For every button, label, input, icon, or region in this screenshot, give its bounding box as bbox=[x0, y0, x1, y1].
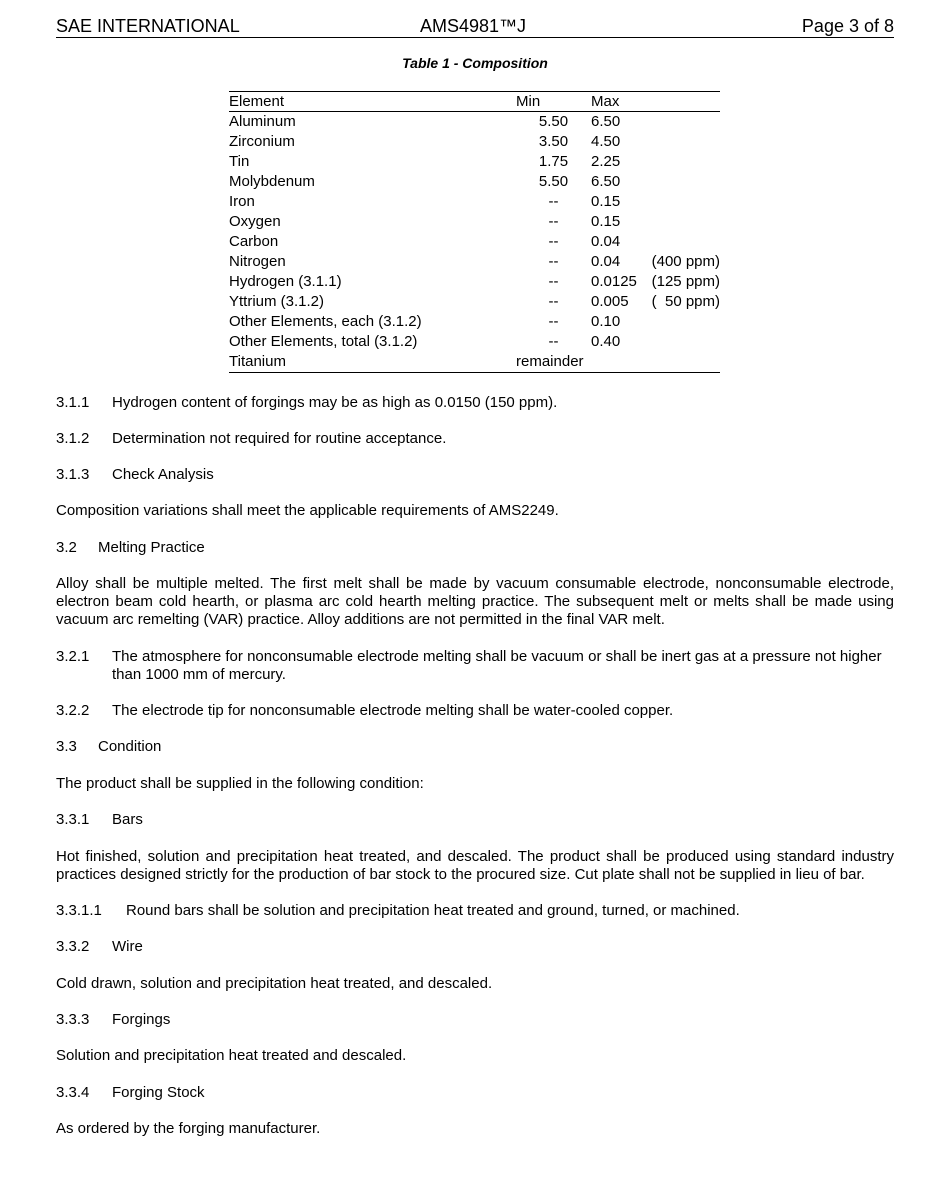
cell-ppm bbox=[647, 352, 720, 373]
cell-max: 0.15 bbox=[591, 193, 621, 210]
cell-element: Yttrium (3.1.2) bbox=[229, 293, 325, 310]
section-3-3-3-heading bbox=[56, 1011, 170, 1029]
cell-max: 0.10 bbox=[591, 313, 621, 330]
cell-element: Oxygen bbox=[229, 213, 281, 230]
section-title: Condition bbox=[98, 738, 162, 755]
paragraph-forgings: Solution and precipitation heat treated and descaled. bbox=[56, 1047, 407, 1064]
cell-min: -- bbox=[548, 273, 559, 290]
section-3-2-2 bbox=[56, 702, 673, 720]
cell-min: -- bbox=[548, 213, 559, 230]
cell-min: -- bbox=[548, 293, 559, 310]
cell-ppm bbox=[647, 112, 720, 133]
section-number: 3.3.1.1 bbox=[56, 902, 102, 919]
cell-max: 4.50 bbox=[591, 133, 621, 150]
cell-max: 0.04 bbox=[591, 253, 621, 270]
cell-max: 6.50 bbox=[591, 113, 621, 130]
cell-max: 0.0125 bbox=[591, 273, 637, 290]
cell-max: 0.04 bbox=[591, 233, 621, 250]
section-3-1-3-heading bbox=[56, 466, 214, 484]
cell-min: 5.50 bbox=[538, 113, 569, 130]
section-title: Forging Stock bbox=[112, 1084, 205, 1101]
table-row bbox=[229, 252, 720, 272]
table-row bbox=[229, 272, 720, 292]
section-number: 3.1.2 bbox=[56, 430, 90, 447]
cell-max: 6.50 bbox=[591, 173, 621, 190]
cell-max: 0.005 bbox=[591, 293, 629, 310]
section-3-3-4-heading bbox=[56, 1084, 205, 1102]
page-header bbox=[56, 15, 894, 38]
table-title: Table 1 - Composition bbox=[402, 55, 548, 71]
cell-element: Hydrogen (3.1.1) bbox=[229, 273, 342, 290]
section-number: 3.3.1 bbox=[56, 811, 90, 828]
cell-max: 2.25 bbox=[591, 153, 621, 170]
cell-element: Carbon bbox=[229, 233, 279, 250]
cell-ppm bbox=[647, 172, 720, 192]
section-text: The atmosphere for nonconsumable electrode melting shall be vacuum or shall be inert gas at a pressure not higher than 1000 mm of mercury. bbox=[112, 648, 882, 683]
cell-min: -- bbox=[548, 333, 559, 350]
section-title: Forgings bbox=[112, 1011, 171, 1028]
section-title: Wire bbox=[112, 938, 143, 955]
cell-ppm: (400 ppm) bbox=[651, 253, 720, 270]
section-3-2-1 bbox=[56, 648, 894, 684]
table-row bbox=[229, 132, 720, 152]
cell-max: 0.15 bbox=[591, 213, 621, 230]
cell-element: Iron bbox=[229, 193, 255, 210]
cell-min: 5.50 bbox=[538, 173, 569, 190]
section-3-3-heading bbox=[56, 738, 161, 756]
cell-element: Titanium bbox=[229, 352, 516, 373]
section-3-3-2-heading bbox=[56, 938, 143, 956]
paragraph-condition: The product shall be supplied in the following condition: bbox=[56, 775, 424, 792]
column-header-min: Min bbox=[516, 92, 591, 112]
cell-min: -- bbox=[548, 253, 559, 270]
column-header-ppm bbox=[647, 92, 720, 112]
table-row bbox=[229, 212, 720, 232]
section-text: Determination not required for routine acceptance. bbox=[112, 430, 447, 447]
table-header-row bbox=[229, 92, 720, 112]
section-title: Check Analysis bbox=[112, 466, 214, 483]
cell-ppm: ( 50 ppm) bbox=[651, 293, 720, 310]
cell-ppm: (125 ppm) bbox=[651, 273, 720, 290]
header-page-number: Page 3 of 8 bbox=[801, 16, 894, 36]
cell-ppm bbox=[647, 192, 720, 212]
section-text: Hydrogen content of forgings may be as high as 0.0150 (150 ppm). bbox=[112, 394, 558, 411]
composition-table-body bbox=[229, 112, 720, 373]
composition-table bbox=[229, 91, 720, 373]
column-header-element: Element bbox=[229, 92, 516, 112]
cell-max bbox=[591, 352, 647, 373]
table-row bbox=[229, 152, 720, 172]
header-organization: SAE INTERNATIONAL bbox=[56, 16, 240, 36]
cell-element: Aluminum bbox=[229, 113, 296, 130]
section-3-3-1-heading bbox=[56, 811, 143, 829]
section-number: 3.3 bbox=[56, 738, 77, 755]
cell-min: -- bbox=[548, 193, 559, 210]
cell-min: -- bbox=[548, 313, 559, 330]
cell-element: Other Elements, each (3.1.2) bbox=[229, 313, 422, 330]
cell-min: 1.75 bbox=[538, 153, 569, 170]
cell-ppm bbox=[647, 152, 720, 172]
section-text: Round bars shall be solution and precipitation heat treated and ground, turned, or machined. bbox=[126, 902, 740, 919]
cell-min: -- bbox=[548, 233, 559, 250]
table-row bbox=[229, 112, 720, 133]
cell-element: Zirconium bbox=[229, 133, 295, 150]
table-row bbox=[229, 312, 720, 332]
section-number: 3.3.3 bbox=[56, 1011, 90, 1028]
section-number: 3.2.1 bbox=[56, 648, 90, 665]
section-title: Bars bbox=[112, 811, 143, 828]
table-row bbox=[229, 332, 720, 352]
section-title: Melting Practice bbox=[98, 539, 205, 556]
section-3-1-2 bbox=[56, 430, 446, 448]
cell-ppm bbox=[647, 312, 720, 332]
cell-element: Other Elements, total (3.1.2) bbox=[229, 333, 418, 350]
table-row bbox=[229, 172, 720, 192]
cell-min: 3.50 bbox=[538, 133, 569, 150]
column-header-max: Max bbox=[591, 92, 647, 112]
cell-ppm bbox=[647, 232, 720, 252]
cell-element: Molybdenum bbox=[229, 173, 315, 190]
section-number: 3.1.3 bbox=[56, 466, 90, 483]
section-number: 3.1.1 bbox=[56, 394, 90, 411]
table-row bbox=[229, 292, 720, 312]
cell-ppm bbox=[647, 212, 720, 232]
section-number: 3.3.2 bbox=[56, 938, 90, 955]
section-3-1-1 bbox=[56, 394, 557, 412]
cell-min: remainder bbox=[516, 352, 591, 373]
paragraph-wire: Cold drawn, solution and precipitation heat treated, and descaled. bbox=[56, 975, 493, 992]
table-row bbox=[229, 232, 720, 252]
cell-ppm bbox=[647, 132, 720, 152]
paragraph-bars: Hot finished, solution and precipitation heat treated, and descaled. The product shall be produced using standard industry practices designed strictly for the production of bar stock to the procured size. Cut plate shall not be supplied in lieu of bar. bbox=[56, 848, 894, 883]
cell-element: Nitrogen bbox=[229, 253, 286, 270]
table-row bbox=[229, 192, 720, 212]
table-row bbox=[229, 352, 720, 373]
paragraph-forging-stock: As ordered by the forging manufacturer. bbox=[56, 1120, 321, 1137]
section-number: 3.3.4 bbox=[56, 1084, 90, 1101]
section-text: The electrode tip for nonconsumable electrode melting shall be water-cooled copper. bbox=[112, 702, 674, 719]
cell-element: Tin bbox=[229, 153, 250, 170]
cell-max: 0.40 bbox=[591, 333, 621, 350]
section-3-2-heading bbox=[56, 539, 205, 557]
section-3-3-1-1 bbox=[56, 902, 740, 920]
cell-ppm bbox=[647, 332, 720, 352]
paragraph-melting-practice: Alloy shall be multiple melted. The first melt shall be made by vacuum consumable electrode, nonconsumable electrode, electron beam cold hearth, or plasma arc cold hearth melting practice. The subsequent melt or melts shall be made using vacuum arc remelting (VAR) practice. Alloy additions are not permitted in the final VAR melt. bbox=[56, 575, 894, 628]
section-number: 3.2.2 bbox=[56, 702, 90, 719]
header-document-id: AMS4981™J bbox=[420, 16, 527, 36]
section-number: 3.2 bbox=[56, 539, 77, 556]
paragraph-check-analysis: Composition variations shall meet the applicable requirements of AMS2249. bbox=[56, 502, 559, 519]
